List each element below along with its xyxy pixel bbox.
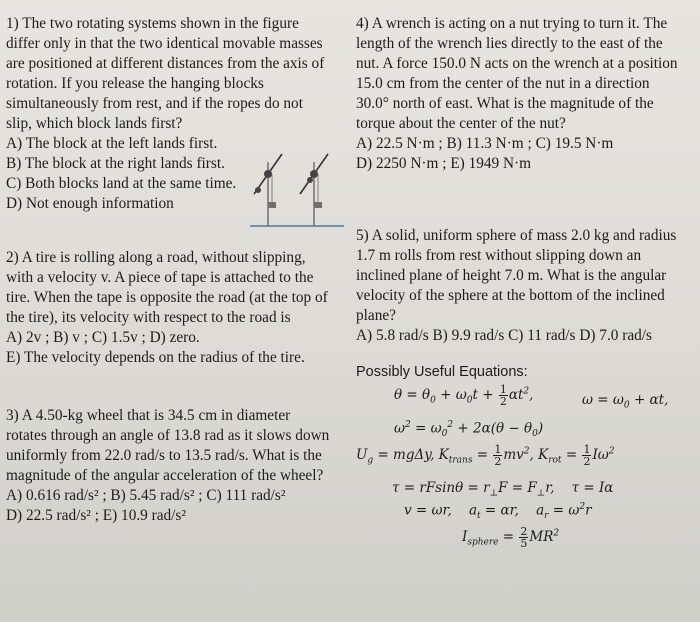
q4-line: torque about the center of the nut?: [356, 115, 566, 132]
q2-line: the tire), its velocity with respect to the road is: [6, 309, 291, 326]
q4-line: 4) A wrench is acting on a nut trying to turn it. The: [356, 15, 668, 32]
q2-option-e: E) The velocity depends on the radius of the tire.: [6, 349, 305, 366]
q3-options: D) 22.5 rad/s² ; E) 10.9 rad/s²: [6, 507, 186, 524]
q3-line: 3) A 4.50-kg wheel that is 34.5 cm in diameter: [6, 407, 291, 424]
q1-option-b: B) The block at the right lands first.: [6, 155, 225, 172]
q5-line: inclined plane of height 7.0 m. What is the angular: [356, 267, 667, 284]
q1-option-a: A) The block at the left lands first.: [6, 135, 218, 152]
q3-line: uniformly from 22.0 rad/s to 13.5 rad/s. What is the: [6, 447, 322, 464]
q1-line: simultaneously from rest, and if the ropes do not: [6, 95, 303, 112]
question-2: [6, 248, 340, 368]
q2-line: with a velocity v. A piece of tape is attached to the: [6, 269, 314, 286]
q4-options: A) 22.5 N·m ; B) 11.3 N·m ; C) 19.5 N·m: [356, 135, 614, 152]
q1-line: rotation. If you release the hanging blocks: [6, 75, 264, 92]
equation-sphere-inertia: $I_{sphere}$ = $\frac{2}{5}$ $MR^2$: [462, 525, 560, 550]
equation-omega: $\omega = \omega_0 + \alpha t$,: [582, 392, 669, 411]
q5-options: A) 5.8 rad/s B) 9.9 rad/s C) 11 rad/s D) 7.0 rad/s: [356, 327, 652, 344]
rotating-systems-figure: [246, 148, 346, 230]
q5-line: 5) A solid, uniform sphere of mass 2.0 kg and radius: [356, 227, 677, 244]
equations-block: [356, 380, 696, 580]
equations-title: Possibly Useful Equations:: [356, 364, 528, 380]
q5-line: 1.7 m rolls from rest without slipping down an: [356, 247, 642, 264]
q1-option-c: C) Both blocks land at the same time.: [6, 175, 237, 192]
q2-line: 2) A tire is rolling along a road, without slipping,: [6, 249, 306, 266]
q2-options: A) 2v ; B) v ; C) 1.5v ; D) zero.: [6, 329, 200, 346]
q5-line: velocity of the sphere at the bottom of the inclined: [356, 287, 665, 304]
q3-line: rotates through an angle of 13.8 rad as it slows down: [6, 427, 330, 444]
q2-line: tire. When the tape is opposite the road (at the top of: [6, 289, 328, 306]
q4-line: length of the wrench lies directly to the east of the: [356, 35, 663, 52]
left-column: [6, 14, 340, 526]
q3-line: magnitude of the angular acceleration of the wheel?: [6, 467, 324, 484]
q4-options: D) 2250 N·m ; E) 1949 N·m: [356, 155, 532, 172]
q3-options: A) 0.616 rad/s² ; B) 5.45 rad/s² ; C) 111 rad/s²: [6, 487, 286, 504]
question-5: [356, 226, 696, 346]
q1-line: slip, which block lands first?: [6, 115, 183, 132]
q5-line: plane?: [356, 307, 396, 324]
q1-option-d: D) Not enough information: [6, 195, 174, 212]
equation-energies: $U_g = mg\Delta y$, $K_{trans}$ = $\frac{1}{2}$ $mv^2$, $K_{rot}$ = $\frac{1}{2}$ $I\omega^2$: [356, 443, 615, 468]
q1-line: are positioned at different distances from the axis of: [6, 55, 325, 72]
q4-line: 30.0° north of east. What is the magnitude of the: [356, 95, 654, 112]
equation-omega-squared: $\omega^2 = \omega_0^2 + 2\alpha(\theta - \theta_0)$: [394, 420, 544, 440]
question-3: [6, 406, 340, 526]
question-4: [356, 14, 696, 174]
right-column: [356, 14, 696, 580]
equation-kinematics: v = ωr, $a_t = \alpha r$, $a_r = \omega^2r$: [404, 502, 592, 522]
q1-line: 1) The two rotating systems shown in the figure: [6, 15, 299, 32]
equation-torque: $\tau = rFsin\theta = r_\perp F = F_\perp r$, τ = Iα: [392, 480, 614, 499]
q4-line: nut. A force 150.0 N acts on the wrench at a position: [356, 55, 678, 72]
equation-theta: $\theta = \theta_0 + \omega_0t$ + $\frac{1}{2}$ $\alpha t^2$,: [394, 383, 534, 408]
q4-line: 15.0 cm from the center of the nut in a direction: [356, 75, 650, 92]
q1-line: differ only in that the two identical movable masses: [6, 35, 323, 52]
